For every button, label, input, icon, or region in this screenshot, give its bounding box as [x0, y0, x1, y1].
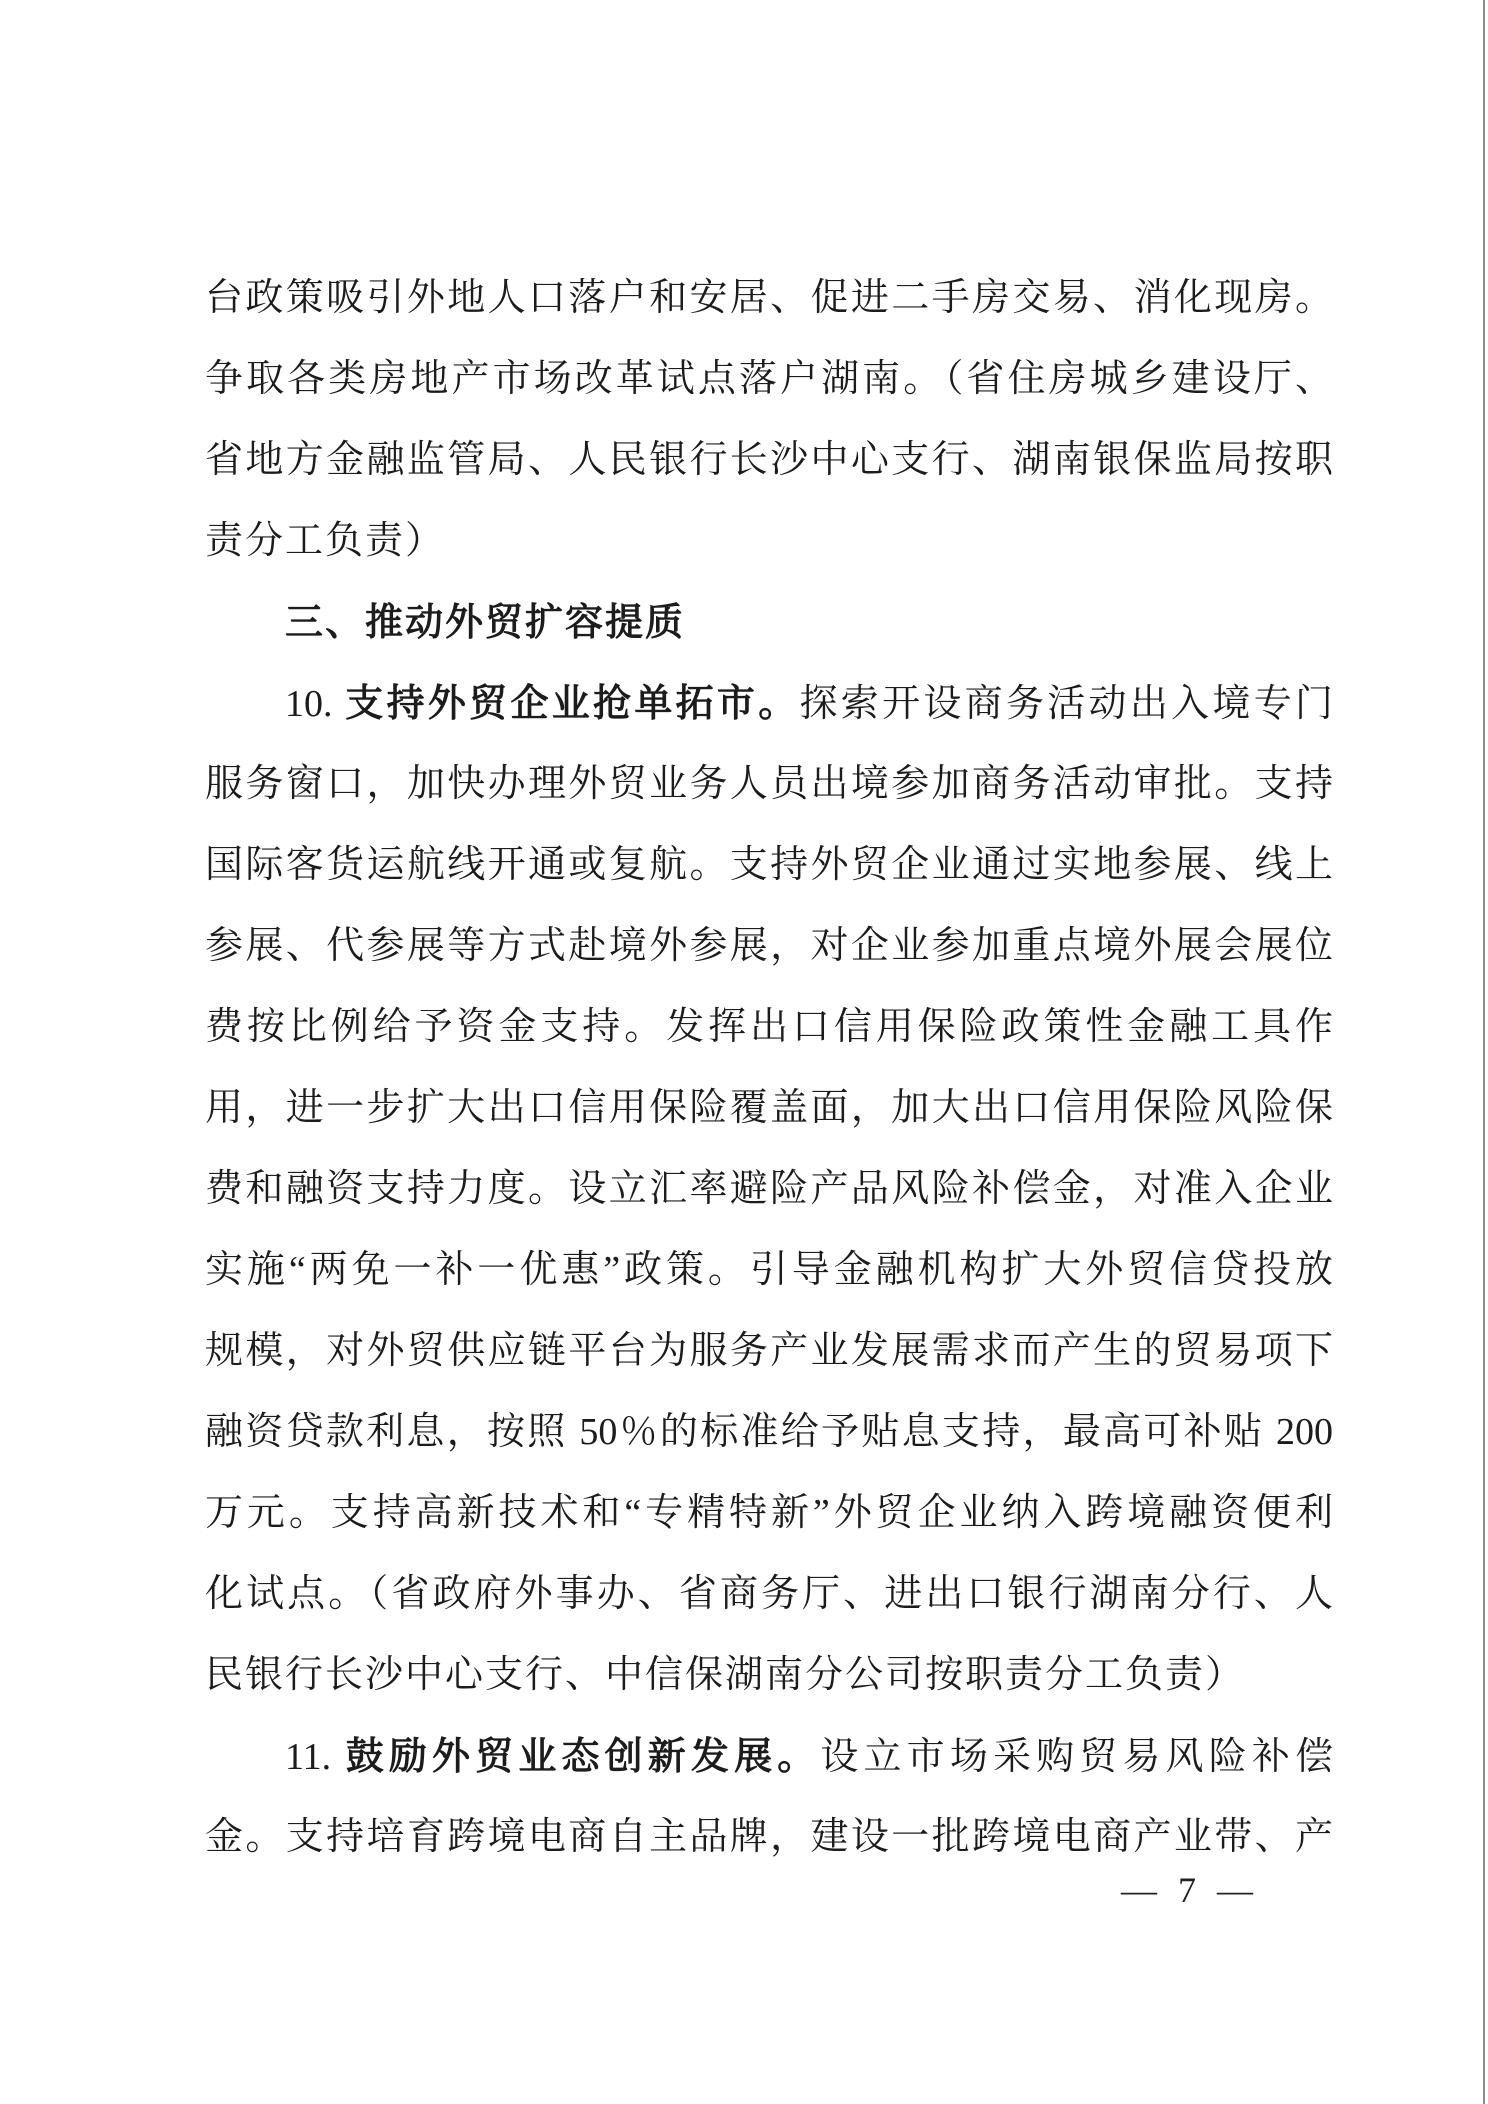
text-segment: 省地方金融监管局、人民银行长沙中心支行、湖南银保监局按职 — [205, 439, 1333, 481]
emphasis-text: 支持外贸企业抢单拓市。 — [345, 681, 800, 725]
emphasis-text: 三、推动外贸扩容提质 — [285, 600, 686, 644]
body-line — [205, 1797, 1333, 1878]
body-line — [205, 906, 1333, 987]
text-segment: 用，进一步扩大出口信用保险覆盖面，加大出口信用保险风险保 — [205, 1087, 1333, 1129]
document-body — [205, 258, 1333, 1878]
body-line — [205, 744, 1333, 825]
body-line — [205, 420, 1333, 501]
body-line — [205, 501, 1333, 582]
text-segment: 探索开设商务活动出入境专门 — [799, 683, 1333, 725]
text-segment: 费按比例给予资金支持。发挥出口信用保险政策性金融工具作 — [205, 1006, 1333, 1048]
text-segment: 台政策吸引外地人口落户和安居、促进二手房交易、消化现房。 — [205, 277, 1333, 319]
item-10-line — [205, 663, 1333, 744]
body-line — [205, 1635, 1333, 1716]
text-segment: 民银行长沙中心支行、中信保湖南分公司按职责分工负责） — [205, 1654, 1246, 1696]
body-line — [205, 1311, 1333, 1392]
section-heading — [205, 582, 1333, 663]
page-number: — 7 — — [1121, 1870, 1259, 1910]
body-line — [205, 825, 1333, 906]
text-segment: 实施“两免一补一优惠”政策。引导金融机构扩大外贸信贷投放 — [205, 1249, 1333, 1291]
text-segment: 融资贷款利息，按照 50％的标准给予贴息支持，最高可补贴 200 — [205, 1411, 1333, 1453]
text-segment: 费和融资支持力度。设立汇率避险产品风险补偿金，对准入企业 — [205, 1168, 1333, 1210]
text-segment: 金。支持培育跨境电商自主品牌，建设一批跨境电商产业带、产 — [205, 1816, 1333, 1858]
text-segment: 11. — [285, 1736, 346, 1778]
text-segment: 设立市场采购贸易风险补偿 — [820, 1736, 1333, 1778]
emphasis-text: 鼓励外贸业态创新发展。 — [345, 1734, 821, 1778]
body-line — [205, 339, 1333, 420]
text-segment: 责分工负责） — [205, 520, 446, 562]
body-line — [205, 1068, 1333, 1149]
body-line — [205, 1554, 1333, 1635]
item-11-line — [205, 1716, 1333, 1797]
text-segment: 争取各类房地产市场改革试点落户湖南。（省住房城乡建设厅、 — [205, 358, 1333, 400]
body-line — [205, 1149, 1333, 1230]
body-line — [205, 987, 1333, 1068]
text-segment: 10. — [285, 683, 346, 725]
text-segment: 服务窗口，加快办理外贸业务人员出境参加商务活动审批。支持 — [205, 763, 1333, 805]
text-segment: 化试点。（省政府外事办、省商务厅、进出口银行湖南分行、人 — [205, 1573, 1333, 1615]
body-line — [205, 1230, 1333, 1311]
scan-edge-artifact — [1483, 0, 1485, 2104]
text-segment: 规模，对外贸供应链平台为服务产业发展需求而产生的贸易项下 — [205, 1330, 1333, 1372]
text-segment: 国际客货运航线开通或复航。支持外贸企业通过实地参展、线上 — [205, 844, 1333, 886]
body-line — [205, 1392, 1333, 1473]
text-segment: 参展、代参展等方式赴境外参展，对企业参加重点境外展会展位 — [205, 925, 1333, 967]
body-line — [205, 1473, 1333, 1554]
text-segment: 万元。支持高新技术和“专精特新”外贸企业纳入跨境融资便利 — [205, 1492, 1333, 1534]
body-line — [205, 258, 1333, 339]
